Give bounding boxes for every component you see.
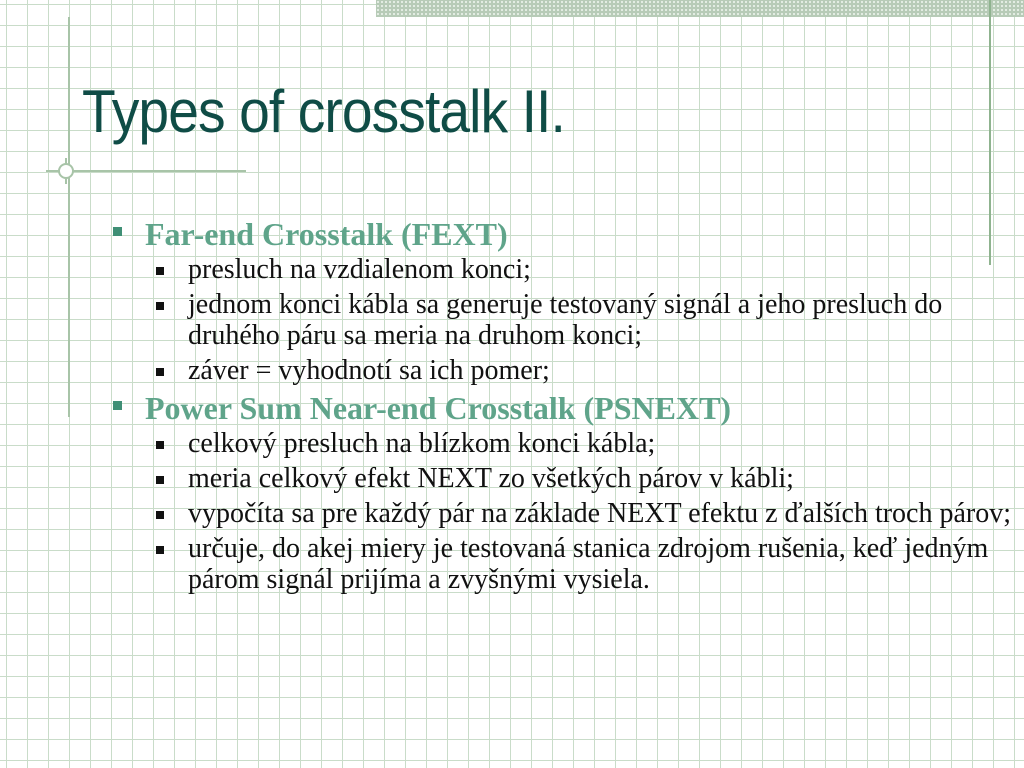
small-square-bullet-icon [156, 546, 164, 554]
slide-title: Types of crosstalk II. [82, 78, 565, 145]
list-item-text: vypočíta sa pre každý pár na základe NEXT efektu z ďalších troch párov; [188, 498, 1012, 529]
decorative-top-band [376, 0, 1024, 17]
small-square-bullet-icon [156, 368, 164, 376]
section-heading-text: Power Sum Near-end Crosstalk (PSNEXT) [145, 390, 732, 426]
list-item [108, 355, 1018, 386]
list-item-text: záver = vyhodnotí sa ich pomer; [188, 355, 550, 386]
crosshair-circle-icon [58, 163, 74, 179]
list-item [108, 254, 1018, 285]
list-item [108, 463, 1018, 494]
title-underline-rule [46, 170, 246, 172]
section-heading-fext [108, 216, 1018, 252]
list-item-text: presluch na vzdialenom konci; [188, 254, 531, 285]
list-item [108, 533, 1018, 595]
small-square-bullet-icon [156, 441, 164, 449]
small-square-bullet-icon [156, 511, 164, 519]
list-item-text: určuje, do akej miery je testovaná stanica zdrojom rušenia, keď jedným párom signál prijíma a zvyšnými vysiela. [188, 533, 989, 595]
list-item-text: jednom konci kábla sa generuje testovaný signál a jeho presluch do druhého páru sa meria na druhom konci; [188, 289, 943, 351]
list-item [108, 289, 1018, 351]
small-square-bullet-icon [156, 267, 164, 275]
section-heading-text: Far-end Crosstalk (FEXT) [145, 216, 508, 252]
decorative-left-rule [68, 17, 70, 417]
list-item-text: meria celkový efekt NEXT zo všetkých párov v kábli; [188, 463, 794, 494]
list-item [108, 498, 1018, 529]
small-square-bullet-icon [156, 476, 164, 484]
list-item-text: celkový presluch na blízkom konci kábla; [188, 428, 656, 459]
list-item [108, 428, 1018, 459]
section-heading-psnext [108, 390, 1018, 426]
slide-content [108, 216, 1018, 599]
small-square-bullet-icon [156, 302, 164, 310]
square-bullet-icon [110, 224, 125, 239]
square-bullet-icon [110, 398, 125, 413]
